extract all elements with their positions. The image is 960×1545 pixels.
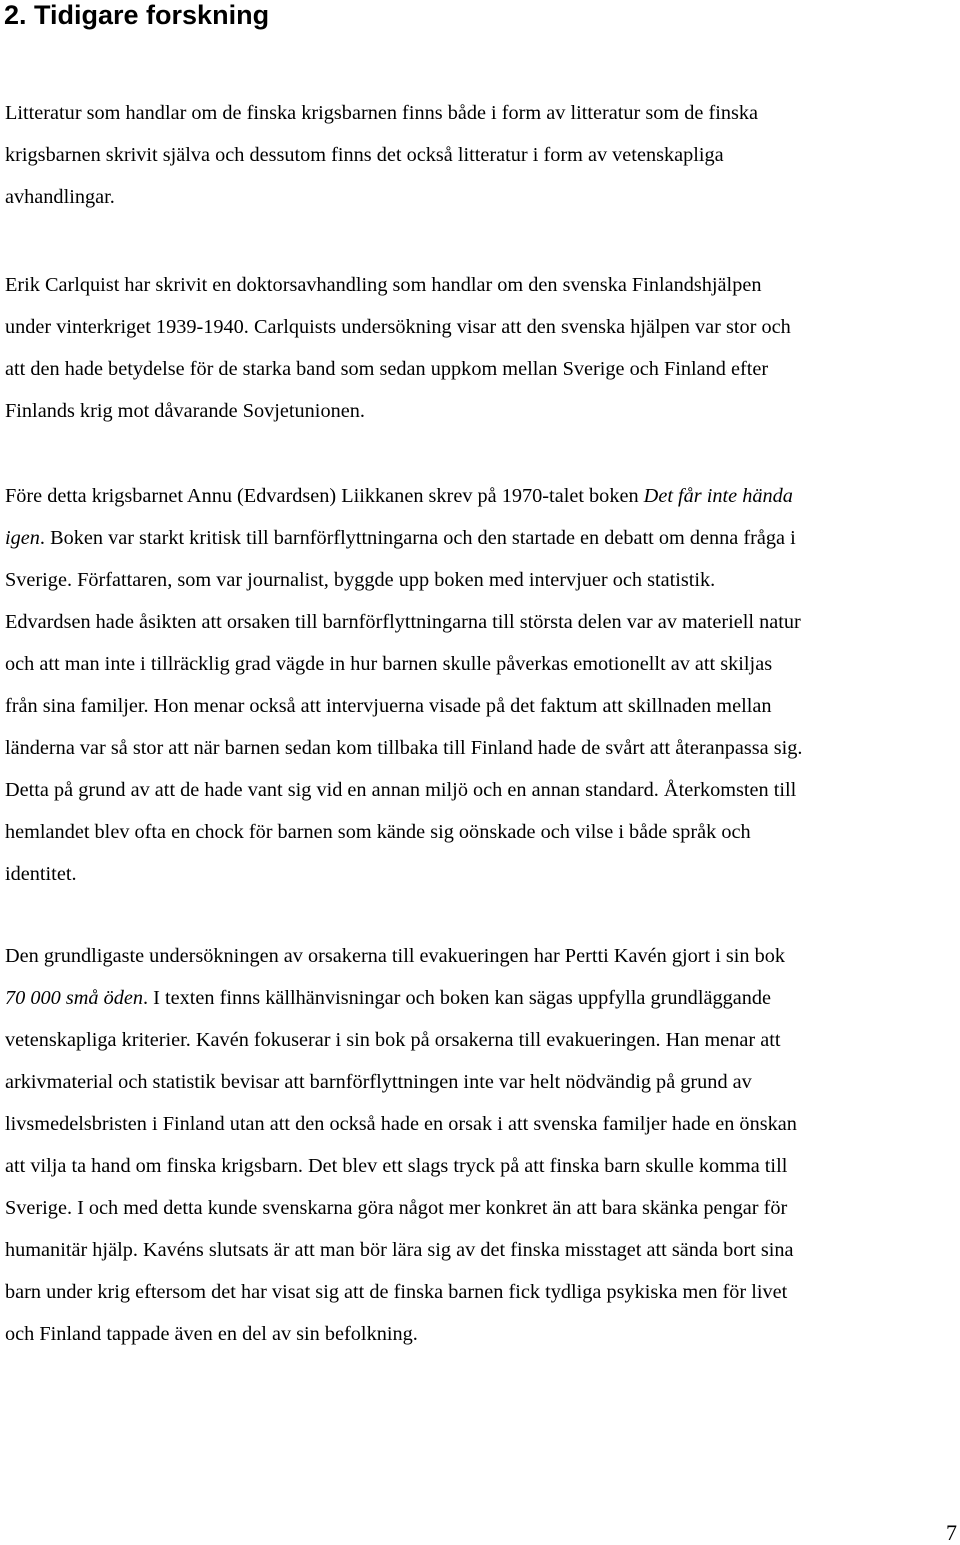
text-line — [5, 977, 797, 1019]
text-line — [5, 517, 802, 559]
text-line: krigsbarnen skrivit själva och dessutom finns det också litteratur i form av vetenskapliga — [5, 144, 724, 166]
text-segment: . Boken var starkt kritisk till barnförflyttningarna och den startade en debatt om denna fråga i — [39, 527, 796, 549]
text-line: humanitär hjälp. Kavéns slutsats är att man bör lära sig av det finska misstaget att sända bort sina — [5, 1239, 794, 1261]
text-line: och Finland tappade även en del av sin befolkning. — [5, 1323, 418, 1345]
text-line: Edvardsen hade åsikten att orsaken till barnförflyttningarna till största delen var av materiell natur — [5, 611, 801, 633]
text-line: under vinterkriget 1939-1940. Carlquists undersökning visar att den svenska hjälpen var stor och — [5, 316, 791, 338]
text-line: Den grundligaste undersökningen av orsakerna till evakueringen har Pertti Kavén gjort i sin bok — [5, 945, 786, 967]
text-line: Detta på grund av att de hade vant sig vid en annan miljö och en annan standard. Återkomsten till — [5, 779, 797, 801]
page-number: 7 — [946, 1520, 957, 1545]
paragraph-kaven — [5, 935, 797, 1355]
text-line: Sverige. I och med detta kunde svenskarna göra något mer konkret än att bara skänka pengar för — [5, 1197, 788, 1219]
book-title: Det får inte hända — [643, 485, 793, 507]
text-line: Finlands krig mot dåvarande Sovjetunionen. — [5, 400, 365, 422]
text-line: Sverige. Författaren, som var journalist, byggde upp boken med intervjuer och statistik. — [5, 569, 716, 591]
text-line: att den hade betydelse för de starka band som sedan uppkom mellan Sverige och Finland efter — [5, 358, 769, 380]
text-line: och att man inte i tillräcklig grad vägde in hur barnen skulle påverkas emotionellt av att skiljas — [5, 653, 773, 675]
text-line: hemlandet blev ofta en chock för barnen som kände sig oönskade och vilse i både språk och — [5, 821, 751, 843]
book-title: 70 000 små öden — [5, 987, 144, 1009]
text-line: avhandlingar. — [5, 186, 115, 208]
text-line: barn under krig eftersom det har visat sig att de finska barnen fick tydliga psykiska men för livet — [5, 1281, 788, 1303]
text-line: att vilja ta hand om finska krigsbarn. Det blev ett slags tryck på att finska barn skulle komma till — [5, 1155, 788, 1177]
paragraph-carlquist — [5, 264, 791, 432]
text-line — [5, 475, 802, 517]
paragraph-edvardsen — [5, 475, 802, 895]
text-line: från sina familjer. Hon menar också att intervjuerna visade på det faktum att skillnaden mellan — [5, 695, 772, 717]
text-line: Erik Carlquist har skrivit en doktorsavhandling som handlar om den svenska Finlandshjälpen — [5, 274, 762, 296]
text-segment: Före detta krigsbarnet Annu (Edvardsen) Liikkanen skrev på 1970-talet boken — [5, 485, 644, 507]
text-line: vetenskapliga kriterier. Kavén fokuserar i sin bok på orsakerna till evakueringen. Han menar att — [5, 1029, 781, 1051]
text-line: livsmedelsbristen i Finland utan att den också hade en orsak i att svenska familjer hade en önskan — [5, 1113, 797, 1135]
text-line: Litteratur som handlar om de finska krigsbarnen finns både i form av litteratur som de finska — [5, 102, 759, 124]
text-segment: . I texten finns källhänvisningar och boken kan sägas uppfylla grundläggande — [143, 987, 772, 1009]
text-line: arkivmaterial och statistik bevisar att barnförflyttningen inte var helt nödvändig på grund av — [5, 1071, 752, 1093]
paragraph-intro — [5, 92, 758, 218]
text-line: identitet. — [5, 863, 77, 885]
section-heading: 2. Tidigare forskning — [4, 0, 270, 30]
text-line: länderna var så stor att när barnen sedan kom tillbaka till Finland hade de svårt att återanpassa sig. — [5, 737, 803, 759]
book-title-continued: igen — [5, 527, 40, 549]
